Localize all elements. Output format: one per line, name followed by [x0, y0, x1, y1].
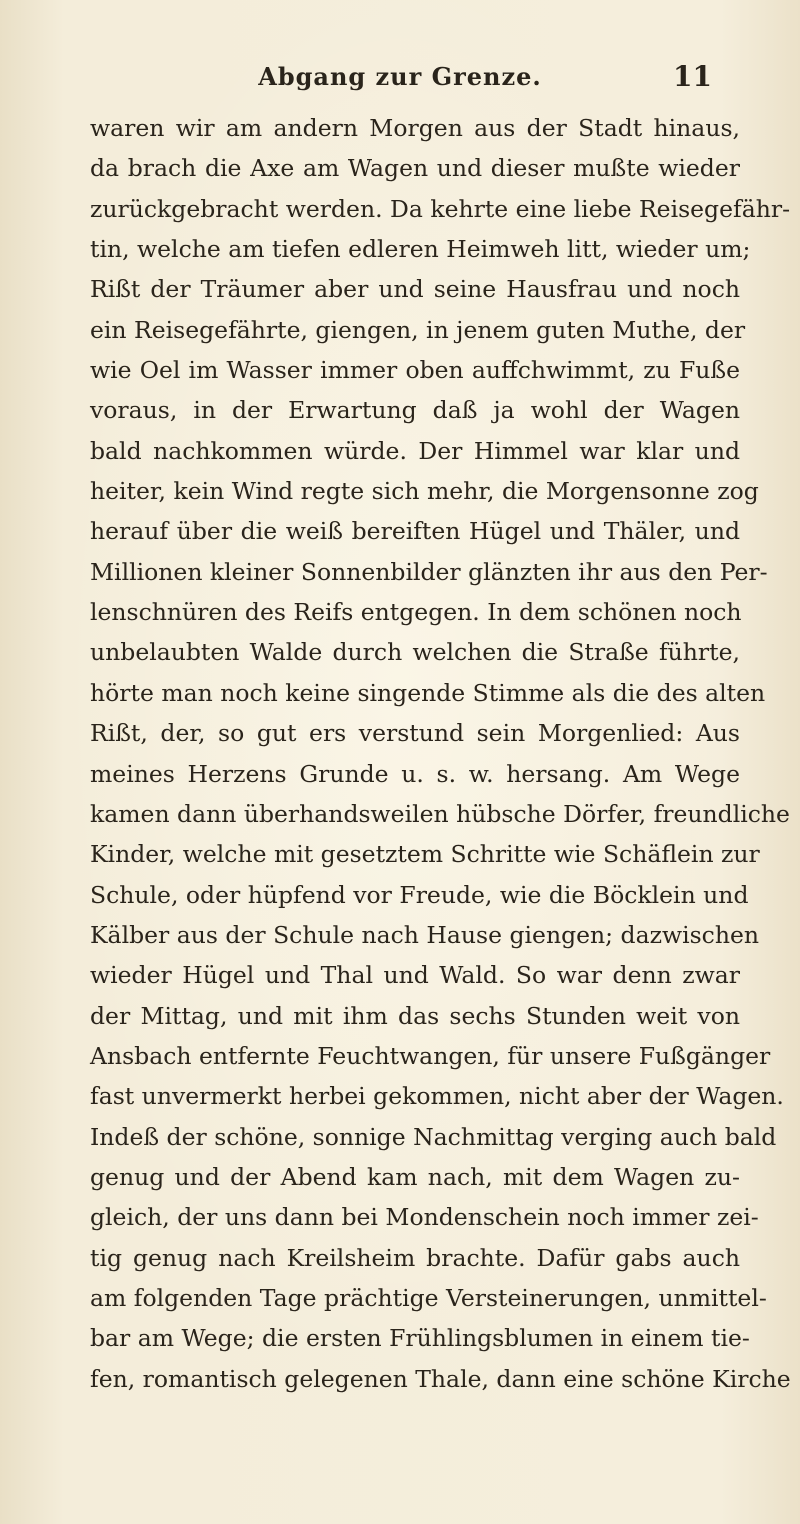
text-line: wie Oel im Wasser immer oben auffchwimmt, zu Fuße: [90, 356, 740, 385]
text-line: lenschnüren des Reifs entgegen. In dem schönen noch: [90, 598, 742, 627]
text-line: heiter, kein Wind regte sich mehr, die Morgensonne zog: [90, 477, 759, 506]
text-line: meines Herzens Grunde u. s. w. hersang. Am Wege: [90, 759, 740, 788]
text-line: waren wir am andern Morgen aus der Stadt hinaus,: [90, 114, 740, 142]
text-line: gleich, der uns dann bei Mondenschein noch immer zei-: [90, 1203, 759, 1232]
text-line: Schule, oder hüpfend vor Freude, wie die Böcklein und: [90, 880, 749, 909]
body-text: [90, 108, 791, 1399]
text-line: zurückgebracht werden. Da kehrte eine liebe Reisegefähr-: [90, 194, 791, 223]
page-number: 11: [673, 60, 712, 93]
text-line: unbelaubten Walde durch welchen die Straße führte,: [90, 638, 740, 667]
text-line: voraus, in der Erwartung daß ja wohl der Wagen: [90, 396, 740, 425]
text-line: tin, welche am tiefen edleren Heimweh litt, wieder um;: [90, 235, 751, 264]
text-line: da brach die Axe am Wagen und dieser mußte wieder: [90, 154, 740, 183]
running-head: [0, 58, 800, 98]
running-title: Abgang zur Grenze.: [258, 62, 542, 91]
text-line: Kinder, welche mit gesetztem Schritte wie Schäflein zur: [90, 840, 760, 869]
text-line: genug und der Abend kam nach, mit dem Wagen zu-: [90, 1162, 740, 1191]
text-line: hörte man noch keine singende Stimme als die des alten: [90, 678, 766, 707]
text-line: ein Reisegefährte, giengen, in jenem guten Muthe, der: [90, 315, 746, 344]
text-line: wieder Hügel und Thal und Wald. So war denn zwar: [90, 961, 740, 990]
text-line: Ansbach entfernte Feuchtwangen, für unsere Fußgänger: [90, 1041, 771, 1070]
text-line: am folgenden Tage prächtige Versteinerungen, unmittel-: [90, 1283, 767, 1312]
text-line: der Mittag, und mit ihm das sechs Stunden weit von: [90, 1001, 740, 1030]
text-line: kamen dann überhandsweilen hübsche Dörfer, freundliche: [90, 799, 790, 828]
text-line: fen, romantisch gelegenen Thale, dann eine schöne Kirche: [90, 1364, 791, 1393]
text-line: Indeß der schöne, sonnige Nachmittag verging auch bald: [90, 1122, 777, 1151]
text-line: Kälber aus der Schule nach Hause giengen; dazwischen: [90, 920, 760, 949]
text-line: herauf über die weiß bereiften Hügel und Thäler, und: [90, 517, 740, 546]
text-line: Rißt der Träumer aber und seine Hausfrau und noch: [90, 275, 740, 304]
text-line: bald nachkommen würde. Der Himmel war klar und: [90, 436, 740, 465]
text-line: Millionen kleiner Sonnenbilder glänzten ihr aus den Per-: [90, 557, 768, 586]
text-line: fast unvermerkt herbei gekommen, nicht aber der Wagen.: [90, 1082, 784, 1111]
text-line: Rißt, der, so gut ers verstund sein Morgenlied: Aus: [90, 719, 740, 748]
text-line: bar am Wege; die ersten Frühlingsblumen in einem tie-: [90, 1324, 750, 1353]
text-line: tig genug nach Kreilsheim brachte. Dafür gabs auch: [90, 1243, 740, 1272]
